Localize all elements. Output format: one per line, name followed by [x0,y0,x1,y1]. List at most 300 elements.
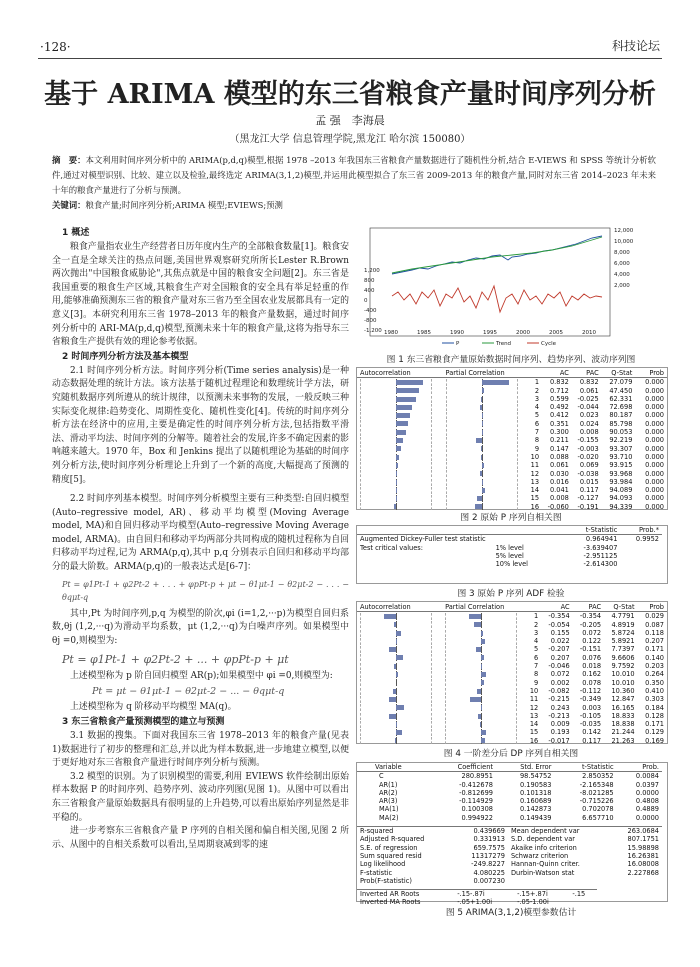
fig2-header-prob: Prob [649,369,664,377]
lag: 15 [530,494,540,503]
std-error: 0.142873 [519,805,552,814]
std-error: 0.190583 [519,780,552,789]
pac-bar [481,730,486,735]
ac-value: 0.155 [550,628,570,637]
q-stat: 93.915 [609,461,633,470]
pac-value: -0.035 [579,720,602,729]
ac-bar-cell [357,453,443,461]
pac-bar-cell [443,395,523,403]
stat-label: Mean dependent var [510,827,580,836]
s1-paragraph: 粮食产量指农业生产经营者日历年度内生产的全部粮食数量[1]。粮食安全一直是全球关注的热点问题,美国世界观察研究所所长Lester R.Brown 两次抛出"中国粮食威胁论",其焦点就是中国的粮食安全问题[2]。东三省是我国重要的粮食生产区域,其粮食生产对全国粮食的安全具有举足轻重的作用,能够准确预测东三省的粮食产量对东三省乃至全国农业发展都具有一定的意义[3]。本研究利用东三省 1978–2013 年的粮食产量数据，通过时间序列分析中的 ARI-MA(p,d,q)模型,预测未来十年的粮食产量,这将为指导东三省粮食生产提供有效的理论参考依据。 [52,242,349,348]
fig5-header-variable: Variable [375,763,402,771]
ac-value: 0.243 [550,703,570,712]
lag: 1 [534,378,540,387]
ac-bar [396,430,406,435]
ac-value: 0.008 [549,494,569,503]
correlogram-row [357,720,667,728]
prob: 0.087 [645,620,664,629]
ac-bar [396,488,397,493]
ac-bar-cell [357,428,443,436]
figure-2-table [357,369,667,511]
abstract [52,153,656,213]
lag: 16 [530,502,540,511]
ac-bar [393,689,396,694]
lag: 4 [534,637,539,646]
stats-row [357,827,662,836]
fig1-x-tick: 1985 [417,330,431,336]
lag: 2 [534,386,540,395]
correlogram-row [357,453,667,461]
ac-bar [394,664,396,669]
pac-bar-cell [443,470,523,478]
pac-bar-cell [442,629,522,637]
pac-bar [476,438,481,443]
ac-bar [396,471,397,476]
prob: 0.000 [645,502,664,511]
stat-value: 2.227868 [627,868,659,877]
figure-1-legend [442,341,557,347]
keywords-text: 粮食产量;时间序列分析;ARIMA 模型;EVIEWS;预测 [85,200,283,210]
prob: 0.000 [645,378,664,387]
figure-4-caption: 图 4 一阶差分后 DP 序列自相关图 [443,749,579,759]
prob: 0.129 [645,728,664,737]
prob: 0.000 [645,486,664,495]
pac-bar [480,722,481,727]
ac-value: 0.300 [549,428,569,437]
correlogram-row [357,387,667,395]
q-stat: 12.847 [611,695,635,704]
fig1-left-tick: 400 [364,288,375,294]
pac-value: -0.003 [577,444,599,453]
correlogram-row [357,695,667,703]
fig2-header-ac: AC [559,369,569,377]
fig1-x-tick: 2010 [582,330,596,336]
s2-paragraph-5: 上述模型称为 q 阶移动平均模型 MA(q)。 [70,702,237,713]
prob: 0.000 [645,428,664,437]
q-stat: 21.263 [611,736,635,745]
q-stat: 9.6606 [611,653,635,662]
pac-bar [469,614,481,619]
lag: 12 [529,703,539,712]
pac-value: -0.205 [579,620,602,629]
t-statistic: 2.850352 [582,772,614,781]
stat-value: 15.98898 [627,843,659,852]
prob: 0.000 [645,477,664,486]
correlogram-row [357,461,667,469]
q-stat: 7.7397 [611,645,635,654]
fig3-col-prob: Prob.* [638,526,659,534]
fig2-header-qstat: Q-Stat [611,369,633,377]
pac-bar [481,738,485,743]
ac-bar-cell [357,670,442,678]
prob: 0.350 [645,678,664,687]
stat-value: 0.007230 [473,876,505,885]
pac-bar [476,647,481,652]
pac-value: 0.117 [579,486,599,495]
pac-bar [482,488,486,493]
roots-label: Inverted MA Roots [360,898,421,907]
lag: 3 [534,394,540,403]
pac-value: 0.117 [582,736,602,745]
pac-bar-cell [443,453,523,461]
pac-value: -0.038 [577,469,599,478]
q-stat: 62.331 [609,394,633,403]
body-left-column [52,226,349,852]
abstract-text: 本文利用时间序列分析中的 ARIMA(p,d,q)模型,根据 1978 –2013 年我国东三省粮食产量数据进行了随机性分析,结合 E-VIEWS 和 SPSS 等统计分析软件,通过对模型识别、比较、建立以及检验,最终选定 ARIMA(3,1,2)模型,并运用此模型拟合了东三省 2009-2013 年的粮食产量,同时对东三省 2014–2023 年未来十年的粮食产量进行了分析与预测。 [52,155,657,195]
ac-bar-cell [357,712,442,720]
ac-bar [396,655,403,660]
prob: 0.128 [645,711,664,720]
fig1-left-tick: 0 [364,298,368,304]
variable: AR(2) [379,788,398,797]
pac-value: 0.078 [582,678,602,687]
lag: 5 [534,411,540,420]
pac-bar [477,689,481,694]
coefficient: -0.412678 [459,780,493,789]
t-statistic: -8.021285 [579,788,614,797]
fig2-header-ac-plot: Autocorrelation [360,369,411,377]
fig2-header-pac-plot: Partial Correlation [445,369,505,377]
prob: 0.140 [645,653,664,662]
variable: AR(3) [379,797,398,806]
ac-bar [396,463,398,468]
s2-paragraph-3: 其中,Pt 为时间序列,p,q 为模型的阶次,φi (i=1,2,···p)为模型自回归系数,θj (1,2,···q)为滑动平均系数，μt (1,2,···q)为白噪声序列。如果模型中 θj =0,则模型为: [52,608,349,647]
pac-bar [482,463,484,468]
ac-bar-cell [357,470,443,478]
ac-bar [396,705,404,710]
prob: 0.000 [645,469,664,478]
root-value: -.15-.87i [457,890,485,899]
coefficient: 0.100308 [461,805,493,814]
prob: 0.171 [645,720,664,729]
pac-bar [481,631,483,636]
ac-bar-cell [357,695,442,703]
ac-value: -0.213 [548,711,570,720]
ac-value: -0.082 [548,686,570,695]
stat-label: Adjusted R-squared [360,835,425,844]
ac-bar-cell [357,621,442,629]
pac-bar-cell [443,494,523,502]
ac-bar-cell [357,403,443,411]
fig4-header-ac: AC [560,603,570,611]
ac-value: -0.046 [548,662,570,671]
fig3-crit-3-label: 10% level [495,560,528,569]
prob: 0.029 [645,612,664,621]
ac-bar [394,622,396,627]
lag: 14 [529,720,539,729]
q-stat: 85.798 [609,419,633,428]
authors: 孟 强 李海晨 [315,114,385,127]
q-stat: 72.698 [609,403,633,412]
root-value: -.05-1.00i [517,898,549,907]
q-stat: 10.010 [611,670,635,679]
s3-paragraph-3: 进一步考察东三省粮食产量 P 序列的自相关图和偏自相关图,见图 2 所示、从图中的自相关系数可以看出,呈周期衰减到零的速 [52,826,349,850]
fig3-adf-prob: 0.9952 [635,535,659,544]
ac-value: 0.022 [550,637,570,646]
coefficient: 0.994922 [461,813,493,822]
pac-bar-cell [442,645,522,653]
correlogram-row [357,494,667,502]
coefficient: -0.114929 [459,797,493,806]
correlogram-row [357,687,667,695]
pac-bar [481,655,484,660]
stats-row [357,860,662,868]
pac-bar [482,421,483,426]
lag: 4 [534,403,540,412]
ac-bar-cell [357,728,442,736]
ac-bar-cell [357,654,442,662]
q-stat: 93.307 [609,444,633,453]
pac-bar-cell [442,687,522,695]
ac-value: 0.147 [549,444,569,453]
fig4-header-pac: PAC [588,603,602,611]
ac-value: 0.002 [550,678,570,687]
fig1-left-tick: -400 [364,308,377,314]
ac-value: 0.193 [550,728,570,737]
fig1-x-tick: 2000 [516,330,530,336]
fig1-x-tick: 2005 [549,330,563,336]
pac-bar-cell [442,662,522,670]
pac-value: -0.105 [579,711,602,720]
lag: 8 [534,436,540,445]
correlogram-row [357,662,667,670]
ac-bar-cell [357,478,443,486]
s3-paragraph-2: 3.2 模型的识别。为了识别模型的需要,利用 EVIEWS 软件绘制出原始样本数据 P 的时间序列、趋势序列、波动序列图(见图 1)。从图中可以看出东三省粮食产量原始数据具有很明显的上升趋势,可以看出原始序列显然是非平稳的。 [52,771,349,823]
pac-bar-cell [443,486,523,494]
stat-label: Hannan-Quinn criter. [510,860,580,869]
prob: 0.4889 [635,805,659,814]
q-stat: 16.165 [611,703,635,712]
pac-bar-cell [443,445,523,453]
q-stat: 92.219 [609,436,633,445]
ac-value: -0.060 [547,502,569,511]
roots-label: Inverted AR Roots [360,890,420,899]
pac-bar-cell [443,411,523,419]
stat-label: S.D. dependent var [510,835,575,844]
root-value: -.15 [572,890,586,899]
ac-bar-cell [357,637,442,645]
pac-value: 0.142 [582,728,602,737]
std-error: 98.54752 [519,772,552,781]
ac-bar-cell [357,629,442,637]
prob: 0.0084 [635,772,659,781]
lag: 13 [529,711,539,720]
correlogram-row [357,420,667,428]
correlogram-row [357,378,667,387]
q-stat: 47.450 [609,386,633,395]
correlogram-row [357,637,667,645]
lag: 8 [534,670,539,679]
correlogram-row [357,737,667,745]
fig1-right-tick: 4,000 [614,272,630,278]
fig1-right-tick: 10,000 [614,239,634,245]
pac-bar-cell [442,670,522,678]
stat-value: 16.26381 [627,851,659,860]
s2-paragraph-1: 2.1 时间序列分析方法。时间序列分析(Time series analysis)是一种动态数据处理的统计方法。该方法基于随机过程理论和数理统计学方法，研究随机数据序列所遵从的统计规律，以预测未来事物的发展，一般反映三种实际变化规律:趋势变化、周期性变化、随机性变化[4]。传统的时间序列分析方法在经济中的应用,主要是确定性的时间序列分析方法,包括指数平滑法、滑动平均法、时间序列的分解等。随着社会的发展,许多不确定因素的影响越来越大。1970 年，Box 和 Jenkins 提出了以随机理论为基础的时间序列分析方法,使时间序列分析理论上升到了一个新的高度,大幅提高了预测的精度[5]。 [52,365,349,485]
prob: 0.264 [645,670,664,679]
q-stat: 5.8921 [611,637,635,646]
correlogram-row [357,411,667,419]
lag: 10 [530,452,540,461]
fig3-crit-2-label: 5% level [495,551,524,560]
stat-label: F-statistic [360,868,393,877]
q-stat: 21.244 [611,728,635,737]
ac-bar [389,697,396,702]
fig3-col-tstat: t-Statistic [585,526,618,534]
variable: C [379,772,384,781]
ac-bar-cell [357,679,442,687]
q-stat: 93.710 [609,452,633,461]
fig3-crit-1-label: 1% level [495,543,524,552]
pac-bar-cell [443,436,523,444]
correlogram-row [357,470,667,478]
page-number: ·128· [40,40,71,54]
correlogram-row [357,670,667,678]
stat-label: Prob(F-statistic) [360,876,412,885]
q-stat: 4.8919 [611,620,635,629]
ac-bar [396,397,416,402]
lag: 7 [534,428,540,437]
pac-bar [477,496,481,501]
stat-value: 0.439669 [473,827,505,836]
fig3-crit-2-value: -2.951125 [583,551,618,560]
ac-value: 0.016 [549,477,569,486]
q-stat: 93.968 [609,469,633,478]
stat-value: -249.8227 [471,860,505,869]
q-stat: 90.053 [609,428,633,437]
fig1-left-tick: -1,200 [364,328,382,334]
pac-bar-cell [443,387,523,395]
pac-bar-cell [443,428,523,436]
fig4-header-pac-plot: Partial Correlation [445,603,505,611]
fig3-crit-label: Test critical values: [360,543,423,552]
ac-bar-cell [357,387,443,395]
stats-row [357,877,662,885]
stats-row [357,852,662,860]
ac-value: 0.009 [550,720,570,729]
coef-row [357,805,662,813]
variable: MA(1) [379,805,399,814]
ac-value: 0.207 [550,653,570,662]
correlogram-row [357,612,667,621]
ac-bar-cell [357,704,442,712]
ac-bar-cell [357,486,443,494]
ac-bar [389,714,396,719]
fig5-header-prob: Prob. [642,763,659,771]
correlogram-row [357,645,667,653]
pac-value: 0.069 [579,461,599,470]
pac-bar [481,680,484,685]
pac-value: 0.162 [582,670,602,679]
pac-value: 0.072 [582,628,602,637]
formula-ar: Pt = φ1Pt-1 + φ2Pt-2 + ... + φpPt-p + μt [62,652,289,666]
correlogram-row [357,395,667,403]
ac-bar [396,380,423,385]
ac-bar-cell [357,436,443,444]
figure-4-table [357,603,667,745]
correlogram-row [357,654,667,662]
correlogram-row [357,428,667,436]
pac-value: -0.112 [579,686,602,695]
fig4-header-qstat: Q-Stat [613,603,635,611]
pac-bar [480,471,481,476]
ac-bar-cell [357,461,443,469]
q-stat: 9.7592 [611,662,635,671]
abstract-label: 摘 要： [52,155,86,165]
ac-bar [396,672,398,677]
ac-bar-cell [357,445,443,453]
stat-label: Sum squared resid [360,851,422,860]
prob: 0.000 [645,394,664,403]
stats-row [357,869,662,877]
fig1-right-tick: 2,000 [614,283,630,289]
pac-value: 0.008 [579,428,599,437]
fig4-header-prob: Prob [649,603,664,611]
fig3-adf-label: Augmented Dickey-Fuller test statistic [360,535,486,544]
pac-value: 0.015 [579,477,599,486]
q-stat: 94.089 [609,486,633,495]
pac-bar [481,672,486,677]
pac-bar-cell [442,654,522,662]
figure-5 [356,762,668,907]
prob: 0.410 [645,686,664,695]
prob: 0.000 [645,386,664,395]
ac-bar [396,639,397,644]
q-stat: 18.833 [611,711,635,720]
lag: 12 [530,469,540,478]
s3-paragraph-1: 3.1 数据的搜集。下面对我国东三省 1978–2013 年的粮食产量(见表 1)数据进行了初步的整理和汇总,并以此为样本数据,进一步地建立模型,以便于更好地对东三省粮食产量进行时间序列分析与预测。 [52,731,349,769]
pac-value: 0.061 [579,386,599,395]
coefficient: 280.8951 [461,772,493,781]
fig5-header-tstat: t-Statistic [581,763,614,771]
correlogram-row [357,704,667,712]
pac-value: -0.349 [579,695,602,704]
ac-bar-cell [357,687,442,695]
pac-bar-cell [442,612,522,621]
stat-label: Log likelihood [360,860,406,869]
ac-value: 0.061 [549,461,569,470]
pac-bar-cell [443,478,523,486]
pac-bar-cell [443,420,523,428]
ac-bar-cell [357,494,443,502]
q-stat: 94.339 [609,502,633,511]
prob: 0.207 [645,637,664,646]
prob: 0.0000 [635,788,659,797]
prob: 0.000 [645,403,664,412]
formula-ma: Pt = μt − θ1μt-1 − θ2μt-2 − ... − θqμt-q [92,685,285,697]
pac-value: 0.122 [582,637,602,646]
correlogram-row [357,629,667,637]
coef-row [357,772,662,781]
ac-bar [389,647,396,652]
fig3-crit-3-value: -2.614300 [583,560,618,569]
root-value: -.05+1.00i [457,898,493,907]
ac-bar [396,446,401,451]
ac-bar-cell [357,737,442,745]
stats-row [357,835,662,843]
figure-5-coef-table [357,763,662,822]
q-stat: 10.360 [611,686,635,695]
variable: AR(1) [379,780,398,789]
ac-bar-cell [357,645,442,653]
ac-value: -0.054 [548,620,570,629]
legend-cycle: Cycle [541,341,557,347]
ac-bar-cell [357,720,442,728]
ac-bar [384,614,396,619]
pac-bar [482,380,509,385]
stat-value: 659.7575 [473,843,505,852]
correlogram-row [357,728,667,736]
